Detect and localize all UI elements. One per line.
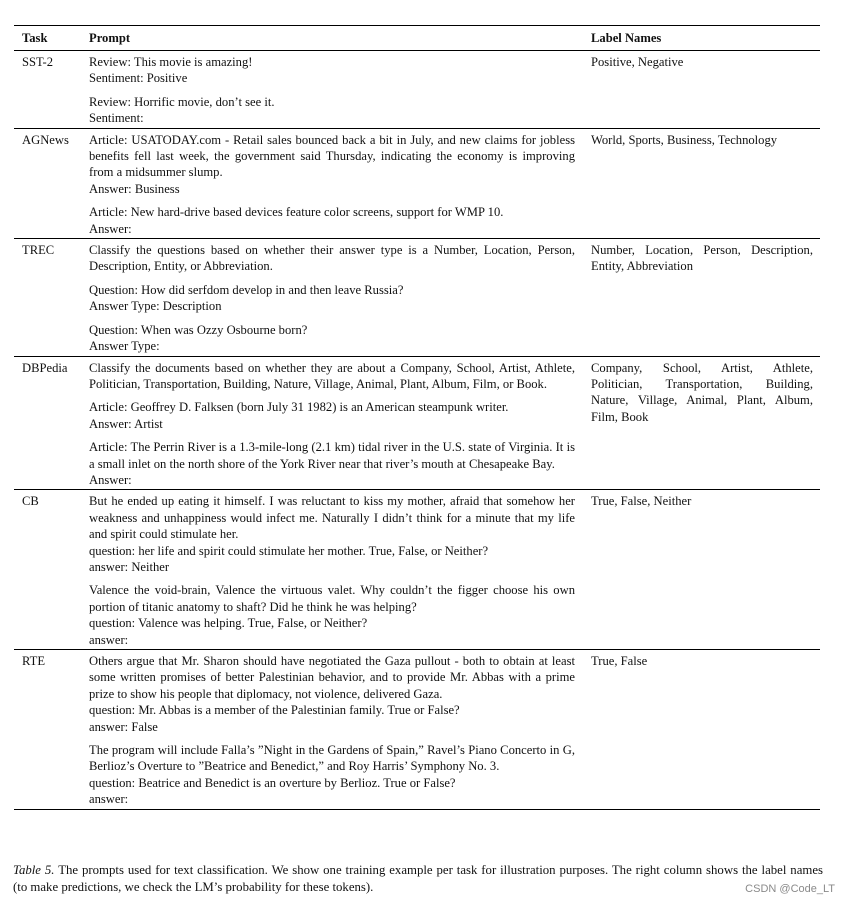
prompt-cell — [89, 360, 583, 489]
table-row-cb — [14, 490, 820, 650]
prompt-text: Article: The Perrin River is a 1.3-mile-long (2.1 km) tidal river in the U.S. state of Virginia. It is a small inlet on the north shore of the York River near that river’s mouth at Chesapeake Bay. — [89, 440, 575, 471]
prompt-example — [89, 94, 575, 127]
prompt-text: But he ended up eating it himself. I was reluctant to kiss my mother, afraid that somehow her weakness and unhappiness would infect me. Naturally I didn’t think for a minute that my life and spirit could stimulate her. — [89, 494, 575, 542]
prompt-example — [89, 132, 575, 198]
prompt-line: Answer: Business — [89, 181, 180, 196]
header-label-names: Label Names — [591, 30, 662, 45]
prompt-text: Article: USATODAY.com - Retail sales bounced back a bit in July, and new claims for jobless benefits fell last week, the government said Thursday, indicating the economy is improving from a midsummer slump. — [89, 132, 575, 180]
prompt-instruction — [89, 242, 575, 275]
prompt-example — [89, 54, 575, 87]
label-names-cell: World, Sports, Business, Technology — [591, 132, 778, 147]
prompt-line: Sentiment: — [89, 111, 144, 126]
label-names-cell: True, False — [591, 654, 648, 668]
prompt-text: Classify the documents based on whether they are about a Company, School, Artist, Athlete, Politician, Transportation, Building, Nature, Village, Animal, Plant, Album, Film, or Book. — [89, 360, 575, 391]
prompt-line: question: her life and spirit could stimulate her mother. True, False, or Neither? — [89, 543, 489, 558]
prompt-example — [89, 322, 575, 355]
prompt-line: question: Valence was helping. True, False, or Neither? — [89, 616, 368, 631]
prompt-line: Question: How did serfdom develop in and then leave Russia? — [89, 282, 404, 297]
prompt-cell — [89, 132, 583, 237]
prompt-text: Classify the questions based on whether their answer type is a Number, Location, Person, Description, Entity, or Abbreviation. — [89, 243, 575, 274]
prompt-line: Answer: — [89, 221, 132, 236]
prompt-text: Article: Geoffrey D. Falksen (born July 31 1982) is an American steampunk writer. — [89, 400, 509, 415]
prompt-line: question: Mr. Abbas is a member of the Palestinian family. True or False? — [89, 703, 460, 718]
prompt-example — [89, 399, 575, 432]
task-cell: AGNews — [22, 132, 69, 147]
prompt-example — [89, 582, 575, 648]
prompt-example — [89, 493, 575, 575]
prompt-line: Question: When was Ozzy Osbourne born? — [89, 322, 308, 337]
prompt-line: answer: Neither — [89, 559, 170, 574]
prompt-cell — [89, 493, 583, 648]
header-prompt: Prompt — [89, 30, 131, 45]
prompt-line: Answer Type: Description — [89, 299, 222, 314]
table-caption — [13, 862, 823, 896]
prompt-example — [89, 282, 575, 315]
prompt-line: Review: Horrific movie, don’t see it. — [89, 94, 275, 109]
prompt-text: Valence the void-brain, Valence the virtuous valet. Why couldn’t the figger choose his own portion of titanic anatomy to shaft? Did he think he was helping? — [89, 583, 575, 614]
prompt-example — [89, 439, 575, 488]
table-row-dbpedia — [14, 357, 820, 491]
prompt-example — [89, 742, 575, 808]
prompt-line: answer: — [89, 632, 129, 647]
prompt-cell — [89, 242, 583, 354]
table-row-trec — [14, 239, 820, 356]
prompt-example — [89, 204, 575, 237]
header-task: Task — [22, 30, 48, 45]
task-cell: TREC — [22, 243, 55, 258]
caption-number: Table 5. — [13, 863, 55, 877]
prompt-line: Answer: Artist — [89, 416, 163, 431]
label-names-cell: Positive, Negative — [591, 55, 684, 69]
prompt-line: Sentiment: Positive — [89, 71, 188, 86]
task-cell: DBPedia — [22, 360, 68, 375]
prompts-table — [14, 25, 820, 810]
table-row-rte — [14, 650, 820, 810]
table-row-sst2 — [14, 51, 820, 129]
prompt-cell — [89, 653, 583, 808]
task-cell: SST-2 — [22, 55, 54, 69]
prompt-example — [89, 653, 575, 735]
prompt-line: answer: False — [89, 719, 158, 734]
prompt-line: answer: — [89, 792, 129, 807]
table-row-agnews — [14, 129, 820, 239]
prompt-line: Answer Type: — [89, 339, 160, 354]
watermark: CSDN @Code_LT — [745, 883, 835, 895]
prompt-text: Article: New hard-drive based devices feature color screens, support for WMP 10. — [89, 205, 504, 220]
task-cell: CB — [22, 494, 39, 509]
label-names-cell: Company, School, Artist, Athlete, Politician, Transportation, Building, Nature, Village, Animal, Plant, Album, Film, Book — [591, 360, 813, 424]
prompt-line: Answer: — [89, 472, 132, 487]
prompt-text: Others argue that Mr. Sharon should have negotiated the Gaza pullout - both to obtain at least some written promises of better Palestinian behavior, and to provide Mr. Abbas with a prime prize to show his people that diplomacy, not violence, delivered Gaza. — [89, 654, 575, 701]
task-cell: RTE — [22, 654, 46, 668]
prompt-instruction — [89, 360, 575, 393]
table-header — [14, 26, 820, 51]
prompt-cell — [89, 54, 583, 127]
prompt-text: The program will include Falla’s ”Night in the Gardens of Spain,” Ravel’s Piano Concerto in G, Berlioz’s Overture to ”Beatrice and Benedict,” and Roy Harris’ Symphony No. 3. — [89, 743, 575, 774]
label-names-cell: True, False, Neither — [591, 494, 692, 509]
prompt-line: Review: This movie is amazing! — [89, 55, 253, 69]
prompt-line: question: Beatrice and Benedict is an overture by Berlioz. True or False? — [89, 775, 456, 790]
caption-text: The prompts used for text classification. We show one training example per task for illustration purposes. The right column shows the label names (to make predictions, we check the LM’s probability for these tokens). — [13, 863, 823, 894]
label-names-cell: Number, Location, Person, Description, Entity, Abbreviation — [591, 243, 813, 274]
